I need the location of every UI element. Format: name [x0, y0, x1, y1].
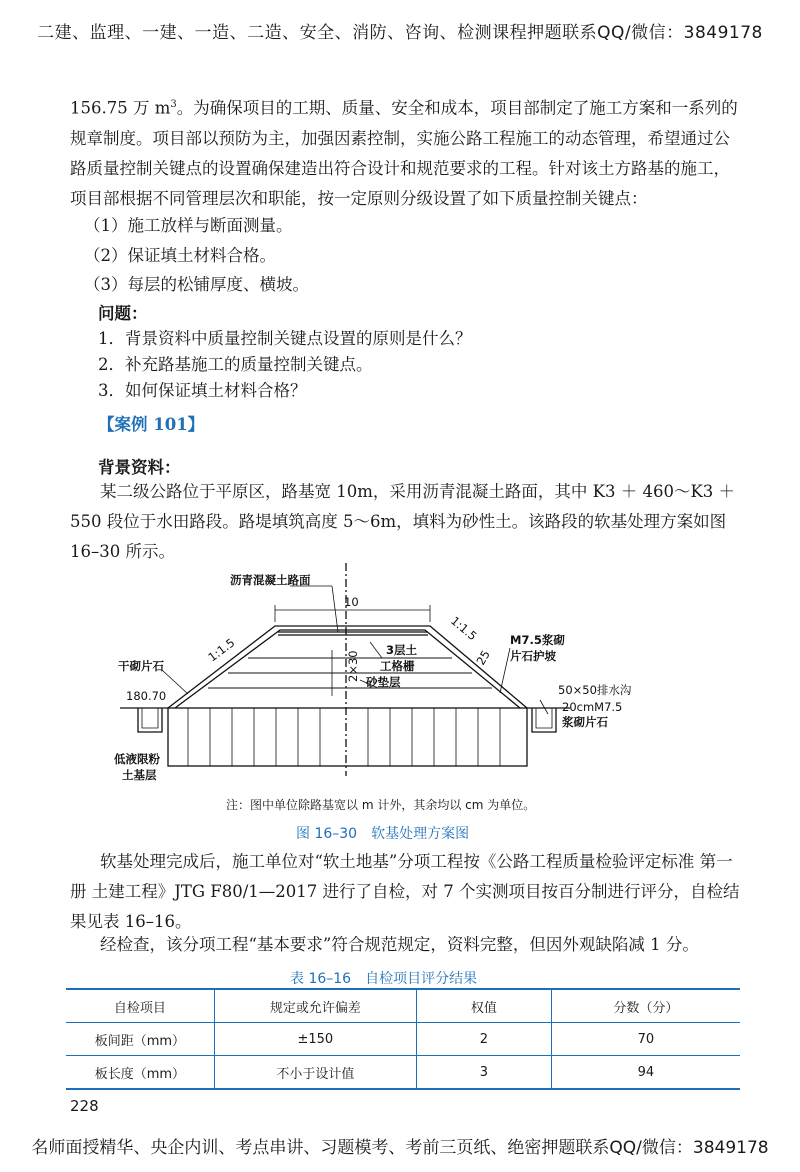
label-width: 10	[344, 595, 359, 609]
intro-paragraph	[70, 90, 740, 214]
score-table	[66, 988, 740, 1090]
table-header-row	[66, 989, 740, 1023]
page-header: 二建、监理、一建、一造、二造、安全、消防、咨询、检测课程押题联系QQ/微信：3849178	[37, 23, 763, 43]
question-2: 2．补充路基施工的质量控制关键点。	[98, 355, 373, 374]
soft-soil-layer	[168, 708, 527, 766]
background-title: 背景资料：	[98, 458, 181, 477]
point-2: （2）保证填土材料合格。	[84, 246, 276, 265]
point-3: （3）每层的松铺厚度、横坡。	[84, 275, 309, 294]
plastic-drain-boards	[188, 708, 500, 766]
label-protect-1: M7.5浆砌	[510, 633, 565, 647]
point-1: （1）施工放样与断面测量。	[84, 216, 293, 235]
label-pavement: 沥青混凝土路面	[230, 573, 311, 587]
label-geogrid-1: 3层土	[386, 643, 418, 657]
header-item: 自检项目	[66, 989, 214, 1023]
after-paragraph: 软基处理完成后，施工单位对“软土地基”分项工程按《公路工程质量检验评定标准 第一册 土建工程》JTG F80/1—2017 进行了自检，对 7 个实测项目按百分制进行评分，自检结果见表 16–16。	[70, 852, 740, 931]
check-paragraph: 经检查，该分项工程“基本要求”符合规范规定，资料完整，但因外观缺陷减 1 分。	[100, 935, 699, 954]
figure-note: 注：图中单位除路基宽以 m 计外，其余均以 cm 为单位。	[226, 798, 536, 812]
label-dry-stone: 干砌片石	[118, 659, 164, 673]
table-cell: 94	[551, 1056, 740, 1090]
label-elevation: 180.70	[126, 689, 167, 703]
table-row	[66, 1056, 740, 1090]
label-dim-25: 25	[473, 647, 493, 668]
label-sand: 砂垫层	[366, 675, 401, 689]
question-1: 1．背景资料中质量控制关键点设置的原则是什么？	[98, 329, 472, 348]
table-caption: 表 16–16 自检项目评分结果	[290, 971, 478, 987]
case-title: 【案例 101】	[98, 415, 205, 434]
table-cell: 板长度（mm）	[66, 1056, 214, 1090]
label-slope-right: 1:1.5	[448, 613, 480, 644]
volume-unit-sup: 3	[170, 99, 177, 110]
table-cell: 不小于设计值	[214, 1056, 416, 1090]
label-soft-soil-1: 低液限粉	[114, 752, 160, 766]
table-row	[66, 1023, 740, 1056]
right-ditch	[532, 708, 556, 732]
page-number: 228	[70, 1097, 99, 1115]
soft-foundation-diagram	[100, 558, 700, 820]
table-cell: 板间距（mm）	[66, 1023, 214, 1056]
volume-value: 156.75 万 m	[70, 98, 171, 118]
label-mortar-2: 浆砌片石	[562, 715, 608, 729]
label-slope-left: 1:1.5	[205, 635, 238, 665]
table-cell: 70	[551, 1023, 740, 1056]
label-mortar-1: 20cmM7.5	[562, 700, 623, 714]
intro-text: 。为确保项目的工期、质量、安全和成本，项目部制定了施工方案和一系列的规章制度。项目部以预防为主，加强因素控制，实施公路工程施工的动态管理，希望通过公路质量控制关键点的设置确保建造出符合设计和规范要求的工程。针对该土方路基的施工，项目部根据不同管理层次和职能，按一定原则分级设置了如下质量控制关键点：	[70, 98, 738, 208]
question-3: 3．如何保证填土材料合格？	[98, 381, 307, 400]
header-score: 分数（分）	[551, 989, 740, 1023]
table-cell: 2	[416, 1023, 551, 1056]
label-geogrid-2: 工格栅	[380, 659, 415, 673]
questions-title: 问题：	[98, 304, 148, 323]
page-footer: 名师面授精华、央企内训、考点串讲、习题模考、考前三页纸、绝密押题联系QQ/微信：3849178	[31, 1138, 769, 1158]
label-soft-soil-2: 土基层	[122, 768, 157, 782]
header-tolerance: 规定或允许偏差	[214, 989, 416, 1023]
table-cell: ±150	[214, 1023, 416, 1056]
table-cell: 3	[416, 1056, 551, 1090]
label-protect-2: 片石护坡	[510, 649, 556, 663]
figure-caption: 图 16–30 软基处理方案图	[296, 826, 470, 842]
label-height: 2×30	[346, 650, 360, 682]
background-paragraph: 某二级公路位于平原区，路基宽 10m，采用沥青混凝土路面，其中 K3 ＋ 460～K3 ＋ 550 段位于水田路段。路堤填筑高度 5～6m，填料为砂性土。该路段的软基处理方案如图 16–30 所示。	[70, 482, 736, 561]
header-weight: 权值	[416, 989, 551, 1023]
label-ditch: 50×50排水沟	[558, 683, 632, 697]
